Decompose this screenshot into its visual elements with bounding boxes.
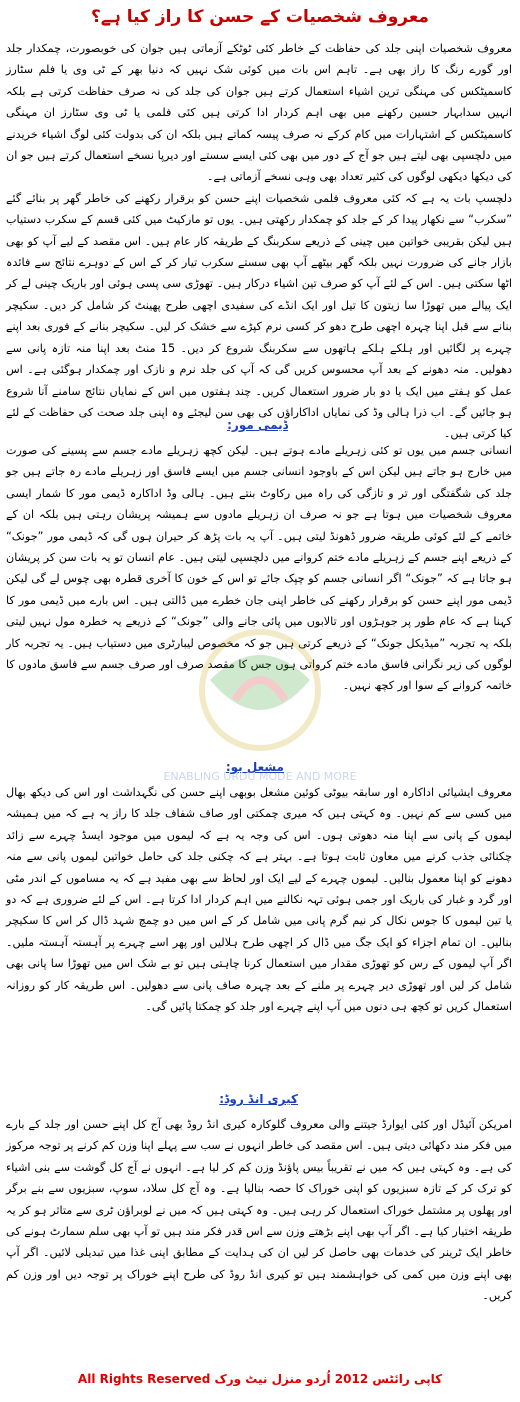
section-demi-moore [6, 440, 512, 697]
section-heading-demi-moore: ڈیمی مور: [227, 418, 288, 432]
logo-tagline: ENABLING URDU MODE AND MORE [163, 770, 357, 783]
section-paragraph-demi-moore: انسانی جسم میں یوں تو کئی زہریلے مادے ہوتے ہیں۔ لیکن کچھ زہریلے مادے جسم سے پسینے کی صورت میں خارج ہو جاتے ہیں لیکن اس کے باوجود انسانی جسم میں ایسے فاسق اور زہریلے مادے رہ جاتے ہیں جو جلد کی شگفتگی اور تر و تازگی کی راہ میں رکاوٹ بنتے ہیں۔ ہالی وڈ اداکارہ ڈیمی مور کا شمار ایسی معروف شخصیات میں ہوتا ہے جو نہ صرف ان زہریلے مادوں سے ہمیشہ پریشان رہتی ہیں بلکہ ان کے خاتمے کے لئے کوئی طریقہ ضرور ڈھونڈ لیتی ہیں۔ آپ یہ بات پڑھ کر حیران ہوں گی کہ ڈیمی مور ”جونک“ کے ذریعے اپنے جسم کے زہریلے مادے ختم کروانے میں دلچسپی لیتی ہیں۔ عام انسان تو یہ بات سن کر پریشان ہو جاتا ہے کہ ”جونک“ اگر انسانی جسم کو چپک جائے تو اس کے خون کا آخری قطرہ بھی چوس لے گی لیکن ڈیمی مور اپنے حسن کو برقرار رکھنے کی خاطر اپنی جان خطرے میں ڈالتی ہیں۔ اس بارے میں ڈیمی مور کا کہنا ہے کہ عام طور پر جوہڑوں اور تالابوں میں پائی جانے والی ”جونک“ کے ذریعے یہ خطرہ مول نہیں لیتی بلکہ یہ تجربہ ”میڈیکل جونک“ کے ذریعے کرتی ہیں جو کہ مخصوص لیبارٹری میں دستیاب ہیں۔ یہ تجربہ کار لوگوں کی زیر نگرانی فاسق مادے ختم کرواتی ہوں جس کا مقصد صرف اور صرف جسم سے فاسق مادوں کا خاتمہ کروانے کے سوا اور کچھ نہیں۔ [6, 444, 512, 693]
section-michelle-yeoh [6, 782, 512, 1017]
intro-paragraph-2: دلچسپ بات یہ ہے کہ کئی معروف فلمی شخصیات اپنے حسن کو برقرار رکھنے کی خاطر گھر پر بنائے گئے ”سکرب“ سے نکھار پیدا کر کے جلد کو چمکدار رکھتی ہیں۔ یوں تو مارکیٹ میں کئی قسم کے سکرب دستیاب ہیں لیکن بقریبی خواتین میں چینی کے ذریعے سکربنگ کے طریقہ کار عام ہیں۔ اس مقصد کے لیے آپ کو بھی بازار جانے کی ضرورت نہیں بلکہ گھر بیٹھے آپ بھی سستے سکرب تیار کر کے اس کے دوہرے نتائج سے فائدہ اٹھا سکتی ہیں۔ اس کے لئے آپ کو صرف تین اشیاء درکار ہیں۔ تھوڑی سی پسی ہوئی اور باریک چینی لے کر ایک پیالے میں تھوڑا سا زیتون کا تیل اور ایک انڈے کی سفیدی اچھی طرح پھینٹ کر شامل کر دیں۔ سکیچر بنانے سے قبل اپنا چہرہ اچھی طرح دھو کر کسی نرم کپڑے سے خشک کر لیں۔ سکیچر بنانے کے فوری بعد اپنے چہرے پر لگائیں اور ہلکے ہلکے ہاتھوں سے سکربنگ شروع کر دیں۔ 15 منٹ بعد اپنا منہ تازہ پانی سے دھولیں۔ منہ دھونے کے بعد آپ محسوس کریں گی کہ آپ کی جلد نرم و نازک اور چمکدار ہوگئی ہے۔ اس عمل کو ہفتے میں ایک یا دو بار ضرور استعمال کریں۔ چند ہفتوں میں اس کے نمایاں نتائج سامنے آنا شروع ہو جائیں گے۔ اب ذرا ہالی وڈ کی نمایاں اداکاراؤں کی بھی سن لیجئے وہ اپنی جلد صحت کی حفاظت کے لئے کیا کرتی ہیں۔ [6, 191, 512, 441]
page-title: معروف شخصیات کے حسن کا راز کیا ہے؟ [91, 7, 429, 27]
section-heading-carrie-underwood: کیری انڈ روڈ: [219, 1092, 298, 1106]
section-heading-michelle-yeoh: مشعل بو: [225, 760, 284, 774]
section-paragraph-michelle-yeoh: معروف ایشیائی اداکارہ اور سابقہ بیوٹی کوئین مشعل بوبھی اپنے حسن کی نگہداشت اور اس کی دیکھ بھال میں کسی سے کم نہیں۔ وہ کہتی ہیں کہ میری چمکتی اور صاف شفاف جلد کا راز یہ ہے کہ میں ہمیشہ لیموں کے پانی سے اپنا منہ دھوتی ہوں۔ اس کی وجہ یہ ہے کہ لیموں میں موجود ایسڈ چہرے سے زائد چکنائی جذب کرنے میں معاون ثابت ہوتا ہے۔ بہتر ہے کہ چکنی جلد کی حامل خواتین لیموں پانی سے منہ دھونے کو اپنا معمول بنالیں۔ لیموں چہرے کے لیے ایک اور لحاظ سے بھی مفید ہے کہ یہ مساموں کے اندر مٹی اور گرد و غبار کی باریک اور جمی ہوئی تہہ نکالنے میں اہم کردار ادا کرتا ہے۔ اس کے لئے ضروری ہے کہ دو یا تین لیموں کا جوس نکال کر نیم گرم پانی میں شامل کر کے اس میں دو چمچ شہد ڈال کر اس کا سکیچر بنالیں۔ ان تمام اجزاء کو ایک جگ میں ڈال کر اچھی طرح ہلالیں اور پھر اسے چہرے پر آہستہ آہستہ ملیں۔ اگر آپ لیموں کے رس کو تھوڑی مقدار میں استعمال کرنا چاہتی ہیں تو بے شک اس میں تھوڑا سا پانی بھی شامل کر لیں اور تھوڑی دیر چہرے پر ملنے کے بعد چہرہ صاف پانی سے دھولیں۔ اس طریقہ کار کو روزانہ استعمال کریں تو کچھ ہی دنوں میں آپ اپنے چہرے اور جلد کو چمکتا پائیں گی۔ [6, 786, 512, 1014]
section-carrie-underwood [6, 1114, 512, 1307]
intro-section [6, 38, 512, 445]
copyright-footer: All Rights Reserved کاپی رائٹس 2012 اُردو منزل نیٹ ورک [77, 1372, 443, 1386]
section-paragraph-carrie-underwood: امریکن آئیڈل اور کئی ایوارڈ جیتنے والی معروف گلوکارہ کیری انڈ روڈ بھی آج کل اپنے حسن اور جلد کے بارے میں فکر مند دکھائی دیتی ہیں۔ اس مقصد کی خاطر انہوں نے سب سے پہلے اپنا وزن کم کرنے پر توجہ مرکوز کی ہے۔ وہ کہتی ہیں کہ میں نے تقریباً بیس پاؤنڈ وزن کم کر لیا ہے۔ انہوں نے آج کل گوشت سے بنی اشیاء کو ترک کر کے تازہ سبزیوں کو اپنی خوراک کا حصہ بنالیا ہے۔ وہ آج کل سلاد، سوپ، سبزیوں سے بنے برگر اور پھلوں پر مشتمل خوراک استعمال کر رہی ہیں۔ وہ کہتی ہیں کہ میں نے لوبراؤن ٹری سے متاثر ہو کر یہ طریقہ اختیار کیا ہے۔ اگر آپ بھی اپنے بڑھتے وزن سے اس قدر فکر مند ہیں تو آپ بھی سلم سمارٹ ہونے کی خاطر ایک ٹرینر کی خدمات بھی حاصل کر لیں ان کی ہدایت کے مطابق اپنی غذا میں تبدیلی لائیں۔ اگر آپ بھی اپنے وزن میں کمی کی خواہشمند ہیں تو کیری انڈ روڈ کی طرح اپنے خوراک پر توجہ دیں اور وزن کم کریں۔ [6, 1118, 512, 1303]
intro-paragraph-1: معروف شخصیات اپنی جلد کی حفاظت کے خاطر کئی ٹوٹکے آزماتی ہیں جوان کی خوبصورت، چمکدار جلد اور گورے رنگ کا راز بھی ہے۔ تاہم اس بات میں کوئی شک نہیں کہ دنیا بھر کے ٹی وی یا فلم سٹارز کاسمیٹکس کی مہنگی ترین اشیاء استعمال کرتے ہیں جوان کی جلد کی نہ صرف حفاظت کرتی ہے بلکہ انہیں سدابہار حسین رکھنے میں بھی اہم کردار ادا کرتی ہیں کئی فلمی یا ٹی وی سٹارز ان مہنگی کاسمیٹکس کے اشتہارات میں کام کرکے نہ صرف پیسہ کماتے ہیں بلکہ ان کی بدولت کئی لوگ اشیاء خریدنے میں دلچسپی بھی لیتے ہیں جو آج کے دور میں بھی کئی ایسے سستے اور دیرپا نسخے استعمال کرتے ہیں جو ان کی دیکھا دیکھی لوگوں کی کثیر تعداد بھی وہی نسخے آزماتی ہے۔ [6, 42, 512, 184]
